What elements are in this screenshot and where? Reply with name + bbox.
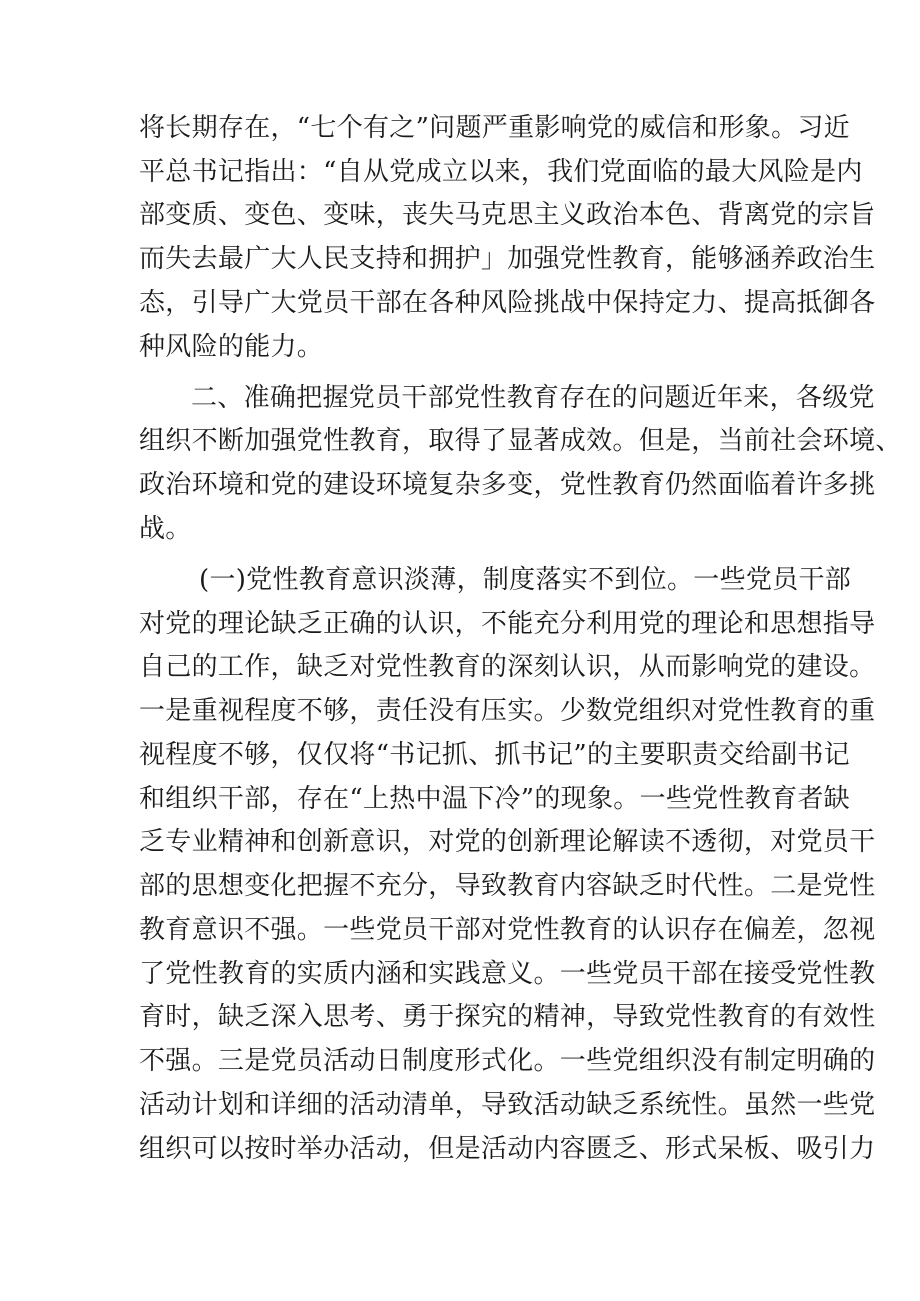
text-line: 教育意识不强。一些党员干部对党性教育的认识存在偏差，忽视 bbox=[139, 915, 876, 945]
text-line: 乏专业精神和创新意识，对党的创新理论解读不透彻，对党员干 bbox=[139, 827, 876, 857]
text-line: 部变质、变色、变味，丧失马克思主义政治本色、背离党的宗旨 bbox=[139, 200, 876, 230]
text-line: 组织可以按时举办活动，但是活动内容匮乏、形式呆板、吸引力 bbox=[139, 1134, 876, 1164]
section-heading-line: 二、准确把握党员干部党性教育存在的问题近年来，各级党 bbox=[191, 383, 875, 413]
text-line: 对党的理论缺乏正确的认识，不能充分利用党的理论和思想指导 bbox=[139, 609, 876, 639]
text-line: 不强。三是党员活动日制度形式化。一些党组织没有制定明确的 bbox=[139, 1046, 876, 1076]
text-line: 将长期存在，“七个有之”问题严重影响党的威信和形象。习近 bbox=[139, 113, 850, 143]
text-line: 战。 bbox=[139, 514, 192, 544]
text-line: 组织不断加强党性教育，取得了显著成效。但是，当前社会环境、 bbox=[139, 426, 902, 456]
text-line: 政治环境和党的建设环境复杂多变，党性教育仍然面临着许多挑 bbox=[139, 470, 876, 500]
text-line: 平总书记指出：“自从党成立以来，我们党面临的最大风险是内 bbox=[139, 157, 863, 187]
text-line: 视程度不够，仅仅将“书记抓、抓书记”的主要职责交给副书记 bbox=[139, 740, 850, 770]
text-line: 和组织干部，存在“上热中温下冷”的现象。一些党性教育者缺 bbox=[139, 784, 850, 814]
text-line: 而失去最广大人民支持和拥护」加强党性教育，能够涵养政治生 bbox=[139, 244, 876, 274]
text-line: 部的思想变化把握不充分，导致教育内容缺乏时代性。二是党性 bbox=[139, 871, 876, 901]
text-line: 育时，缺乏深入思考、勇于探究的精神，导致党性教育的有效性 bbox=[139, 1002, 876, 1032]
subsection-heading-line: (一)党性教育意识淡薄，制度落实不到位。一些党员干部 bbox=[199, 565, 852, 595]
text-line: 态，引导广大党员干部在各种风险挑战中保持定力、提高抵御各 bbox=[139, 288, 876, 318]
text-line: 种风险的能力。 bbox=[139, 332, 324, 362]
text-line: 自己的工作，缺乏对党性教育的深刻认识，从而影响党的建设。 bbox=[139, 652, 876, 682]
text-line: 活动计划和详细的活动清单，导致活动缺乏系统性。虽然一些党 bbox=[139, 1090, 876, 1120]
text-line: 了党性教育的实质内涵和实践意义。一些党员干部在接受党性教 bbox=[139, 959, 876, 989]
text-line: 一是重视程度不够，责任没有压实。少数党组织对党性教育的重 bbox=[139, 696, 876, 726]
